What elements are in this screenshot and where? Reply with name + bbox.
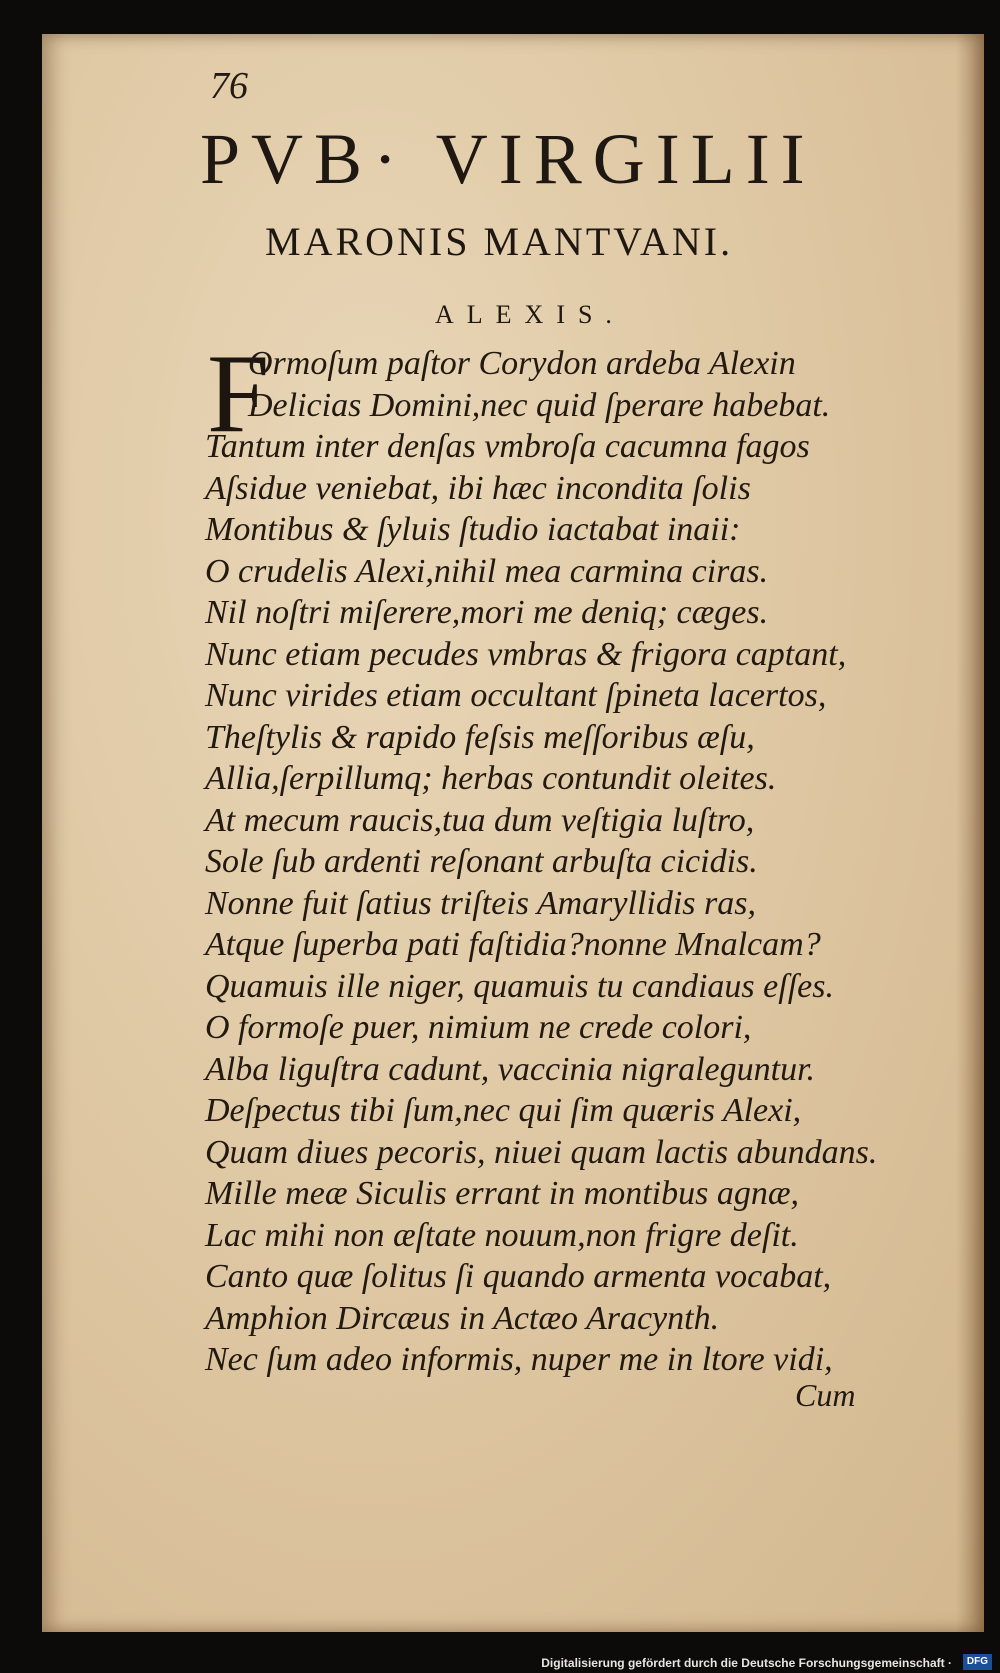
verse-block <box>200 343 930 1381</box>
verse-line: Nec ſum adeo informis, nuper me in ltore vidi, <box>205 1341 833 1378</box>
poem-heading: ALEXIS. <box>435 300 625 329</box>
verse-line: Ormoſum paſtor Corydon ardeba Alexin <box>248 345 796 382</box>
page-title: PVB· VIRGILII <box>200 119 816 199</box>
verse-line: Amphion Dircæus in Actæo Aracynth. <box>205 1299 720 1337</box>
dfg-logo: DFG <box>963 1654 992 1670</box>
verse-line: Allia,ſerpillumq; herbas contundit oleites. <box>205 760 777 797</box>
verse-line: Sole ſub ardenti reſonant arbuſta cicidis. <box>205 843 758 880</box>
verse-line: Quam diues pecoris, niuei quam lactis abundans. <box>205 1133 878 1171</box>
verse-line: O formoſe puer, nimium ne crede colori, <box>205 1009 752 1046</box>
catchword: Cum <box>795 1377 856 1413</box>
verse-line: Aſsidue veniebat, ibi hæc incondita ſolis <box>205 469 751 507</box>
verse-line: Atque ſuperba pati faſtidia?nonne Mnalcam? <box>205 926 821 963</box>
page-edge-shadow <box>956 34 984 1632</box>
verse-line: Quamuis ille niger, quamuis tu candiaus eſſes. <box>205 967 834 1005</box>
footer-bar <box>0 1651 1000 1673</box>
verse-line: Nonne fuit ſatius triſteis Amaryllidis ras, <box>205 884 756 922</box>
page-number: 76 <box>210 65 248 107</box>
verse-line: Theſtylis & rapido feſsis meſſoribus æſu, <box>205 718 755 756</box>
verse-line: Canto quæ ſolitus ſi quando armenta vocabat, <box>205 1258 832 1295</box>
verse-line: Deſpectus tibi ſum,nec qui ſim quæris Alexi, <box>205 1092 802 1129</box>
page-subtitle: MARONIS MANTVANI. <box>265 219 734 264</box>
verse-line: Nunc virides etiam occultant ſpineta lacertos, <box>205 677 827 714</box>
verse-line: O crudelis Alexi,nihil mea carmina ciras. <box>205 552 769 590</box>
digitization-credit: Digitalisierung gefördert durch die Deutsche Forschungsgemeinschaft · <box>541 1656 952 1670</box>
verse-line: Lac mihi non æſtate nouum,non frigre deſit. <box>205 1216 799 1254</box>
drop-cap-initial: F <box>207 332 270 456</box>
verse-line: Nunc etiam pecudes vmbras & frigora captant, <box>205 635 847 673</box>
verse-line: Delicias Domini,nec quid ſperare habebat. <box>248 386 831 424</box>
verse-line: Mille meæ Siculis errant in montibus agnæ, <box>205 1175 800 1212</box>
verse-line: Montibus & ſyluis ſtudio iactabat inaii: <box>205 511 741 548</box>
verse-line: At mecum raucis,tua dum veſtigia luſtro, <box>205 801 755 839</box>
verse-line: Tantum inter denſas vmbroſa cacumna fagos <box>205 428 810 465</box>
verse-line: Nil noſtri miſerere,mori me deniq; cæges. <box>205 594 769 631</box>
verse-line: Alba liguſtra cadunt, vaccinia nigraleguntur. <box>205 1050 816 1088</box>
